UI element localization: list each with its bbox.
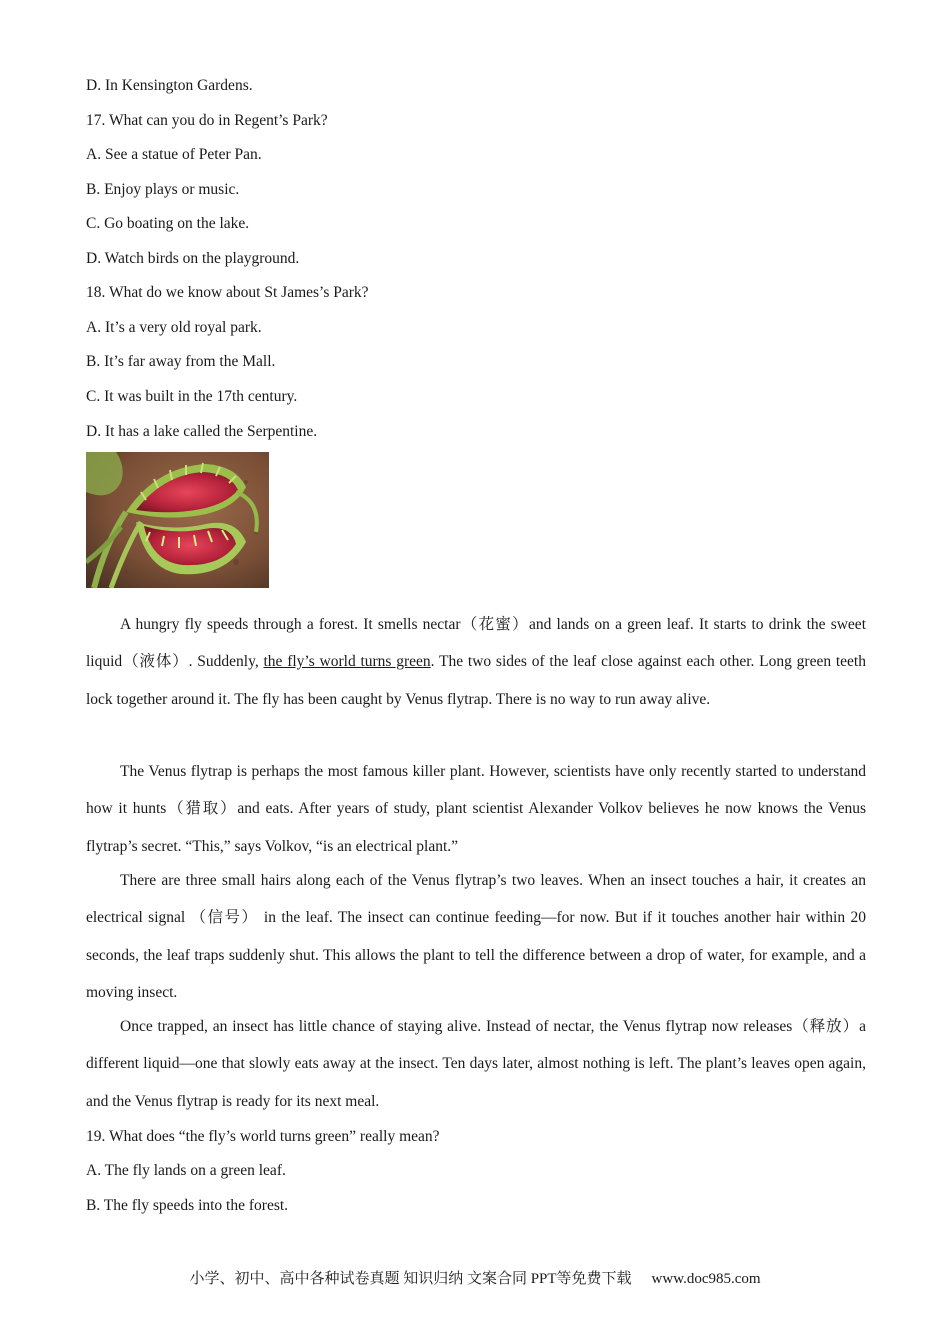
page-footer — [0, 1269, 950, 1289]
passage-paragraph-4: Once trapped, an insect has little chance of staying alive. Instead of nectar, the Venus flytrap now releases（释放）a different liquid—one that slowly eats away at the insect. Ten days later, almost nothing is left. The plant’s leaves open again, and the Venus flytrap is ready for its next meal. — [86, 1018, 866, 1110]
venus-flytrap-photo — [86, 452, 269, 588]
footer-text: 小学、初中、高中各种试卷真题 知识归纳 文案合同 PPT等免费下载 — [189, 1271, 632, 1287]
question-17: 17. What can you do in Regent’s Park? — [86, 112, 328, 129]
question-19: 19. What does “the fly’s world turns green” really mean? — [86, 1128, 440, 1145]
passage-paragraph-1 — [86, 606, 866, 718]
answer-option: D. Watch birds on the playground. — [86, 250, 300, 267]
answer-option: D. It has a lake called the Serpentine. — [86, 423, 318, 440]
footer-link[interactable]: www.doc985.com — [651, 1271, 761, 1287]
answer-option: B. The fly speeds into the forest. — [86, 1197, 289, 1214]
answer-option: C. Go boating on the lake. — [86, 215, 250, 232]
passage-paragraph-2: The Venus flytrap is perhaps the most famous killer plant. However, scientists have only recently started to understand how it hunts（猎取）and eats. After years of study, plant scientist Alexander Volkov believes he now knows the Venus flytrap’s secret. “This,” says Volkov, “is an electrical plant.” — [86, 763, 866, 855]
answer-option: C. It was built in the 17th century. — [86, 388, 298, 405]
paragraph-text: A hungry fly speeds through a forest. It smells nectar（花蜜）and lands on a green leaf. It starts to drink the sweet liquid（液体）. Suddenly, — [86, 616, 866, 671]
answer-option: B. It’s far away from the Mall. — [86, 353, 276, 370]
question-18: 18. What do we know about St James’s Park? — [86, 284, 369, 301]
answer-option: A. The fly lands on a green leaf. — [86, 1162, 286, 1179]
passage-paragraph-3: There are three small hairs along each of the Venus flytrap’s two leaves. When an insect touches a hair, it creates an electrical signal （信号） in the leaf. The insect can continue feeding—for now. But if it touches another hair within 20 seconds, the leaf traps suddenly shut. This allows the plant to tell the difference between a drop of water, for example, and a moving insect. — [86, 872, 866, 1001]
answer-option: A. See a statue of Peter Pan. — [86, 146, 262, 163]
paragraph-text: . The two sides of the leaf close against each other. Long green teeth lock together around it. The fly has been caught by Venus flytrap. There is no way to run away alive. — [86, 653, 866, 708]
answer-option: A. It’s a very old royal park. — [86, 319, 262, 336]
answer-option: D. In Kensington Gardens. — [86, 77, 253, 94]
answer-option: B. Enjoy plays or music. — [86, 181, 240, 198]
underlined-phrase: the fly’s world turns green — [263, 653, 431, 671]
